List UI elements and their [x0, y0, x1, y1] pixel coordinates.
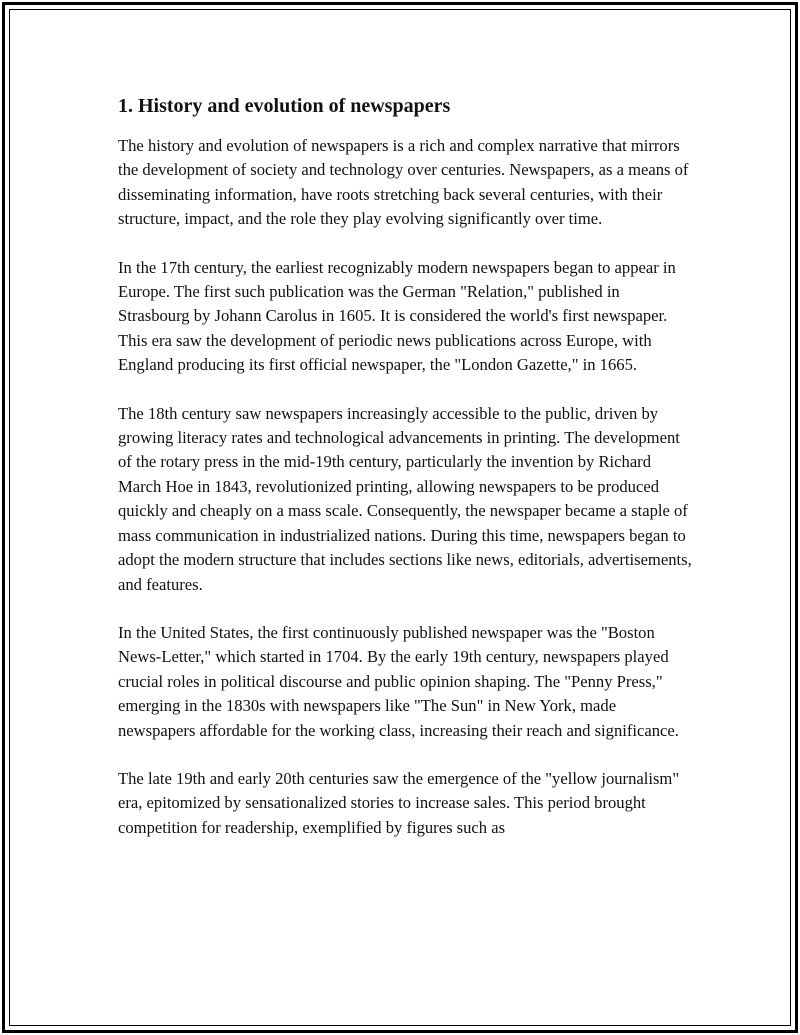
document-body [118, 92, 693, 864]
paragraph-yellow-journalism: The late 19th and early 20th centuries saw the emergence of the "yellow journalism" era, epitomized by sensationalized stories to increase sales. This period brought competition for readership, exemplified by figures such as [118, 768, 680, 837]
paragraph-intro: The history and evolution of newspapers is a rich and complex narrative that mirrors the development of society and technology over centuries. Newspapers, as a means of disseminating information, have roots stretching back several centuries, with their structure, impact, and the role they play evolving significantly over time. [118, 136, 689, 229]
paragraph-18th-century: The 18th century saw newspapers increasingly accessible to the public, driven by growing literacy rates and technological advancements in printing. The development of the rotary press in the mid-19th century, particularly the invention by Richard March Hoe in 1843, revolutionized printing, allowing newspapers to be produced quickly and cheaply on a mass scale. Consequently, the newspaper became a staple of mass communication in industrialized nations. During this time, newspapers began to adopt the modern structure that includes sections like news, editorials, advertisements, and features. [118, 403, 692, 594]
paragraph-17th-century: In the 17th century, the earliest recognizably modern newspapers began to appear in Europe. The first such publication was the German "Relation," published in Strasbourg by Johann Carolus in 1605. It is considered the world's first newspaper. This era saw the development of periodic news publications across Europe, with England producing its first official newspaper, the "London Gazette," in 1665. [118, 257, 676, 375]
section-title: 1. History and evolution of newspapers [118, 95, 451, 117]
paragraph-united-states: In the United States, the first continuously published newspaper was the "Boston News-Letter," which started in 1704. By the early 19th century, newspapers played crucial roles in political discourse and public opinion shaping. The "Penny Press," emerging in the 1830s with newspapers like "The Sun" in New York, made newspapers affordable for the working class, increasing their reach and significance. [118, 622, 679, 740]
